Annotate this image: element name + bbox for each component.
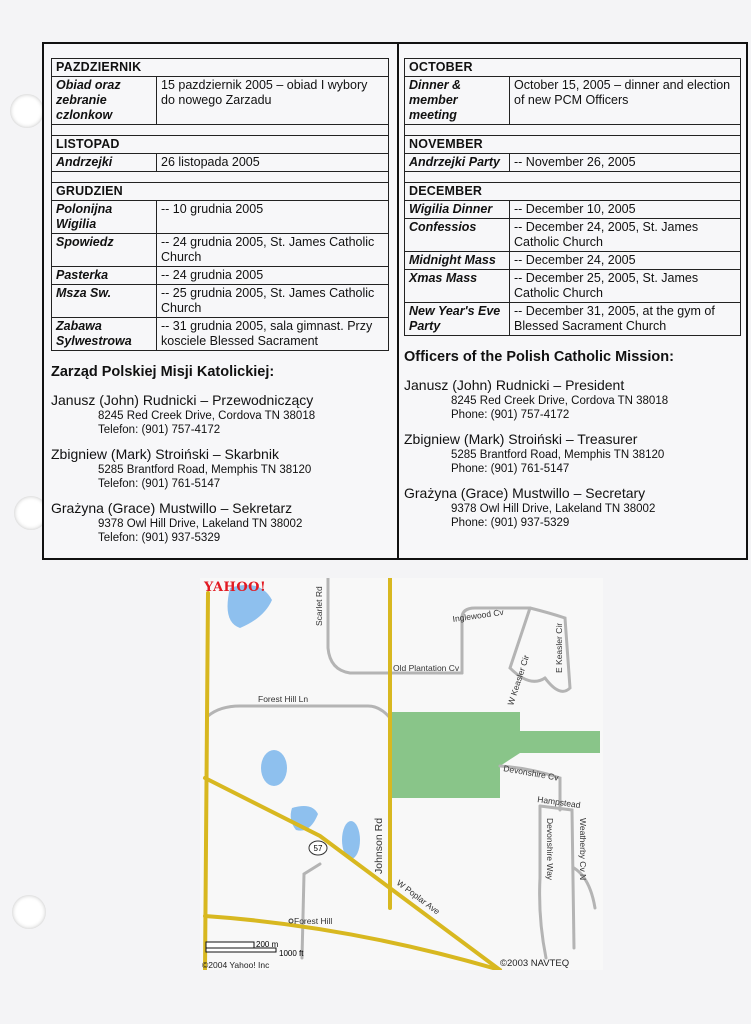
event-row [405,270,741,303]
scale-label-ft: 1000 ft [279,949,304,958]
english-schedule-table [404,58,741,336]
event-name: Midnight Mass [405,252,510,270]
event-detail: -- December 31, 2005, at the gym of Blessed Sacrament Church [510,303,741,336]
officer-address: 8245 Red Creek Drive, Cordova TN 38018 [451,395,669,407]
month-header: GRUDZIEN [52,183,389,201]
label-w-keasler: W Keasler Cir [505,653,532,707]
event-name: Xmas Mass [405,270,510,303]
officer-entry [51,392,389,437]
month-header-row [405,59,741,77]
officer-phone: Telefon: (901) 761-5147 [98,478,221,490]
event-name: Polonijna Wigilia [52,201,157,234]
english-officers-list [404,377,741,530]
event-name: Wigilia Dinner [405,201,510,219]
officer-entry [51,500,389,545]
event-row [52,154,389,172]
month-header-row [52,59,389,77]
copyright-navteq: ©2003 NAVTEQ [500,958,570,969]
label-e-keasler: E Keasler Cir [554,622,564,673]
officer-name: Zbigniew (Mark) Stroiński – Treasurer [404,431,638,447]
event-detail: -- December 10, 2005 [510,201,741,219]
poi-marker [289,919,293,923]
label-inglewood: Inglewood Cv [451,606,505,624]
event-name: Spowiedz [52,234,157,267]
event-row [405,303,741,336]
map-graphic [200,578,603,970]
event-row [405,219,741,252]
month-header: LISTOPAD [52,136,389,154]
label-devonshire-cv: Devonshire Cv [502,763,560,783]
section-spacer [52,172,389,183]
label-old-plantation: Old Plantation Cv [393,663,460,673]
event-detail: October 15, 2005 – dinner and election of new PCM Officers [510,77,741,125]
label-scarlet-rd: Scarlet Rd [314,586,324,626]
event-name: Confessios [405,219,510,252]
officer-name: Janusz (John) Rudnicki – President [404,377,625,393]
punch-hole [12,895,46,929]
road-poplar [205,778,500,970]
english-column [404,58,741,539]
event-row [405,154,741,172]
route-number: 57 [313,844,323,853]
location-map [200,578,603,970]
officer-name: Grażyna (Grace) Mustwillo – Secretary [404,485,646,501]
event-detail: 15 pazdziernik 2005 – obiad I wybory do nowego Zarzadu [157,77,389,125]
month-header: OCTOBER [405,59,741,77]
event-detail: -- 10 grudnia 2005 [157,201,389,234]
copyright-yahoo: ©2004 Yahoo! Inc [202,960,270,970]
month-header: PAZDZIERNIK [52,59,389,77]
month-header: NOVEMBER [405,136,741,154]
event-row [405,201,741,219]
event-row [52,77,389,125]
officer-phone: Phone: (901) 937-5329 [451,517,570,529]
month-header: DECEMBER [405,183,741,201]
scale-label-m: 200 m [256,940,279,949]
event-detail: -- 31 grudnia 2005, sala gimnast. Przy kosciele Blessed Sacrament [157,318,389,351]
officer-entry [404,377,741,422]
event-detail: -- December 24, 2005, St. James Catholic Church [510,219,741,252]
event-name: Pasterka [52,267,157,285]
officer-address: 9378 Owl Hill Drive, Lakeland TN 38002 [98,518,303,530]
event-name: New Year's Eve Party [405,303,510,336]
month-header-row [52,183,389,201]
event-row [52,285,389,318]
officer-phone: Telefon: (901) 757-4172 [98,424,221,436]
officer-phone: Phone: (901) 757-4172 [451,409,570,421]
yahoo-logo: YAHOO! [204,580,267,595]
water-pond [261,750,287,786]
event-row [52,201,389,234]
section-spacer [405,172,741,183]
event-name: Zabawa Sylwestrowa [52,318,157,351]
officer-entry [404,485,741,530]
month-header-row [405,183,741,201]
event-row [405,252,741,270]
label-forest-hill: Forest Hill [294,916,333,926]
officer-name: Janusz (John) Rudnicki – Przewodniczący [51,392,314,408]
event-row [405,77,741,125]
month-header-row [405,136,741,154]
event-detail: -- 24 grudnia 2005 [157,267,389,285]
month-header-row [52,136,389,154]
officer-address: 5285 Brantford Road, Memphis TN 38120 [98,464,312,476]
officer-name: Grażyna (Grace) Mustwillo – Sekretarz [51,500,293,516]
event-detail: 26 listopada 2005 [157,154,389,172]
event-row [52,267,389,285]
polish-column [51,58,389,554]
event-name: Andrzejki [52,154,157,172]
label-devonshire-way: Devonshire Way [545,818,555,881]
road-forest-hill-ln [208,706,390,718]
officer-phone: Phone: (901) 761-5147 [451,463,570,475]
event-row [52,318,389,351]
polish-officers-list [51,392,389,545]
officer-entry [404,431,741,476]
label-weatherby: Weatherby Cv N [578,818,588,881]
event-name: Dinner & member meeting [405,77,510,125]
label-forest-hill-ln: Forest Hill Ln [258,694,309,704]
event-row [52,234,389,267]
road-e-keasler [530,608,570,691]
event-detail: -- 25 grudnia 2005, St. James Catholic Church [157,285,389,318]
event-detail: -- December 24, 2005 [510,252,741,270]
column-divider [397,44,399,558]
officer-entry [51,446,389,491]
event-name: Obiad oraz zebranie czlonkow [52,77,157,125]
road-scarlet [328,578,390,673]
officer-phone: Telefon: (901) 937-5329 [98,532,221,544]
event-detail: -- 24 grudnia 2005, St. James Catholic Church [157,234,389,267]
label-johnson-rd: Johnson Rd [373,817,385,874]
park-area [390,712,600,798]
polish-schedule-table [51,58,389,351]
event-detail: -- December 25, 2005, St. James Catholic Church [510,270,741,303]
section-spacer [405,125,741,136]
officer-name: Zbigniew (Mark) Stroiński – Skarbnik [51,446,279,462]
road-south-link [302,864,320,958]
event-name: Andrzejki Party [405,154,510,172]
polish-officers-title: Zarząd Polskiej Misji Katolickiej: [51,364,275,380]
punch-hole [10,94,44,128]
event-name: Msza Sw. [52,285,157,318]
event-schedule-frame [42,42,748,560]
english-officers-title: Officers of the Polish Catholic Mission: [404,349,674,365]
event-detail: -- November 26, 2005 [510,154,741,172]
officer-address: 5285 Brantford Road, Memphis TN 38120 [451,449,665,461]
section-spacer [52,125,389,136]
label-hampstead: Hampstead [536,794,582,811]
label-poplar-ave: W Poplar Ave [394,877,442,917]
officer-address: 8245 Red Creek Drive, Cordova TN 38018 [98,410,316,422]
scale-bar-metric [206,942,254,948]
officer-address: 9378 Owl Hill Drive, Lakeland TN 38002 [451,503,656,515]
